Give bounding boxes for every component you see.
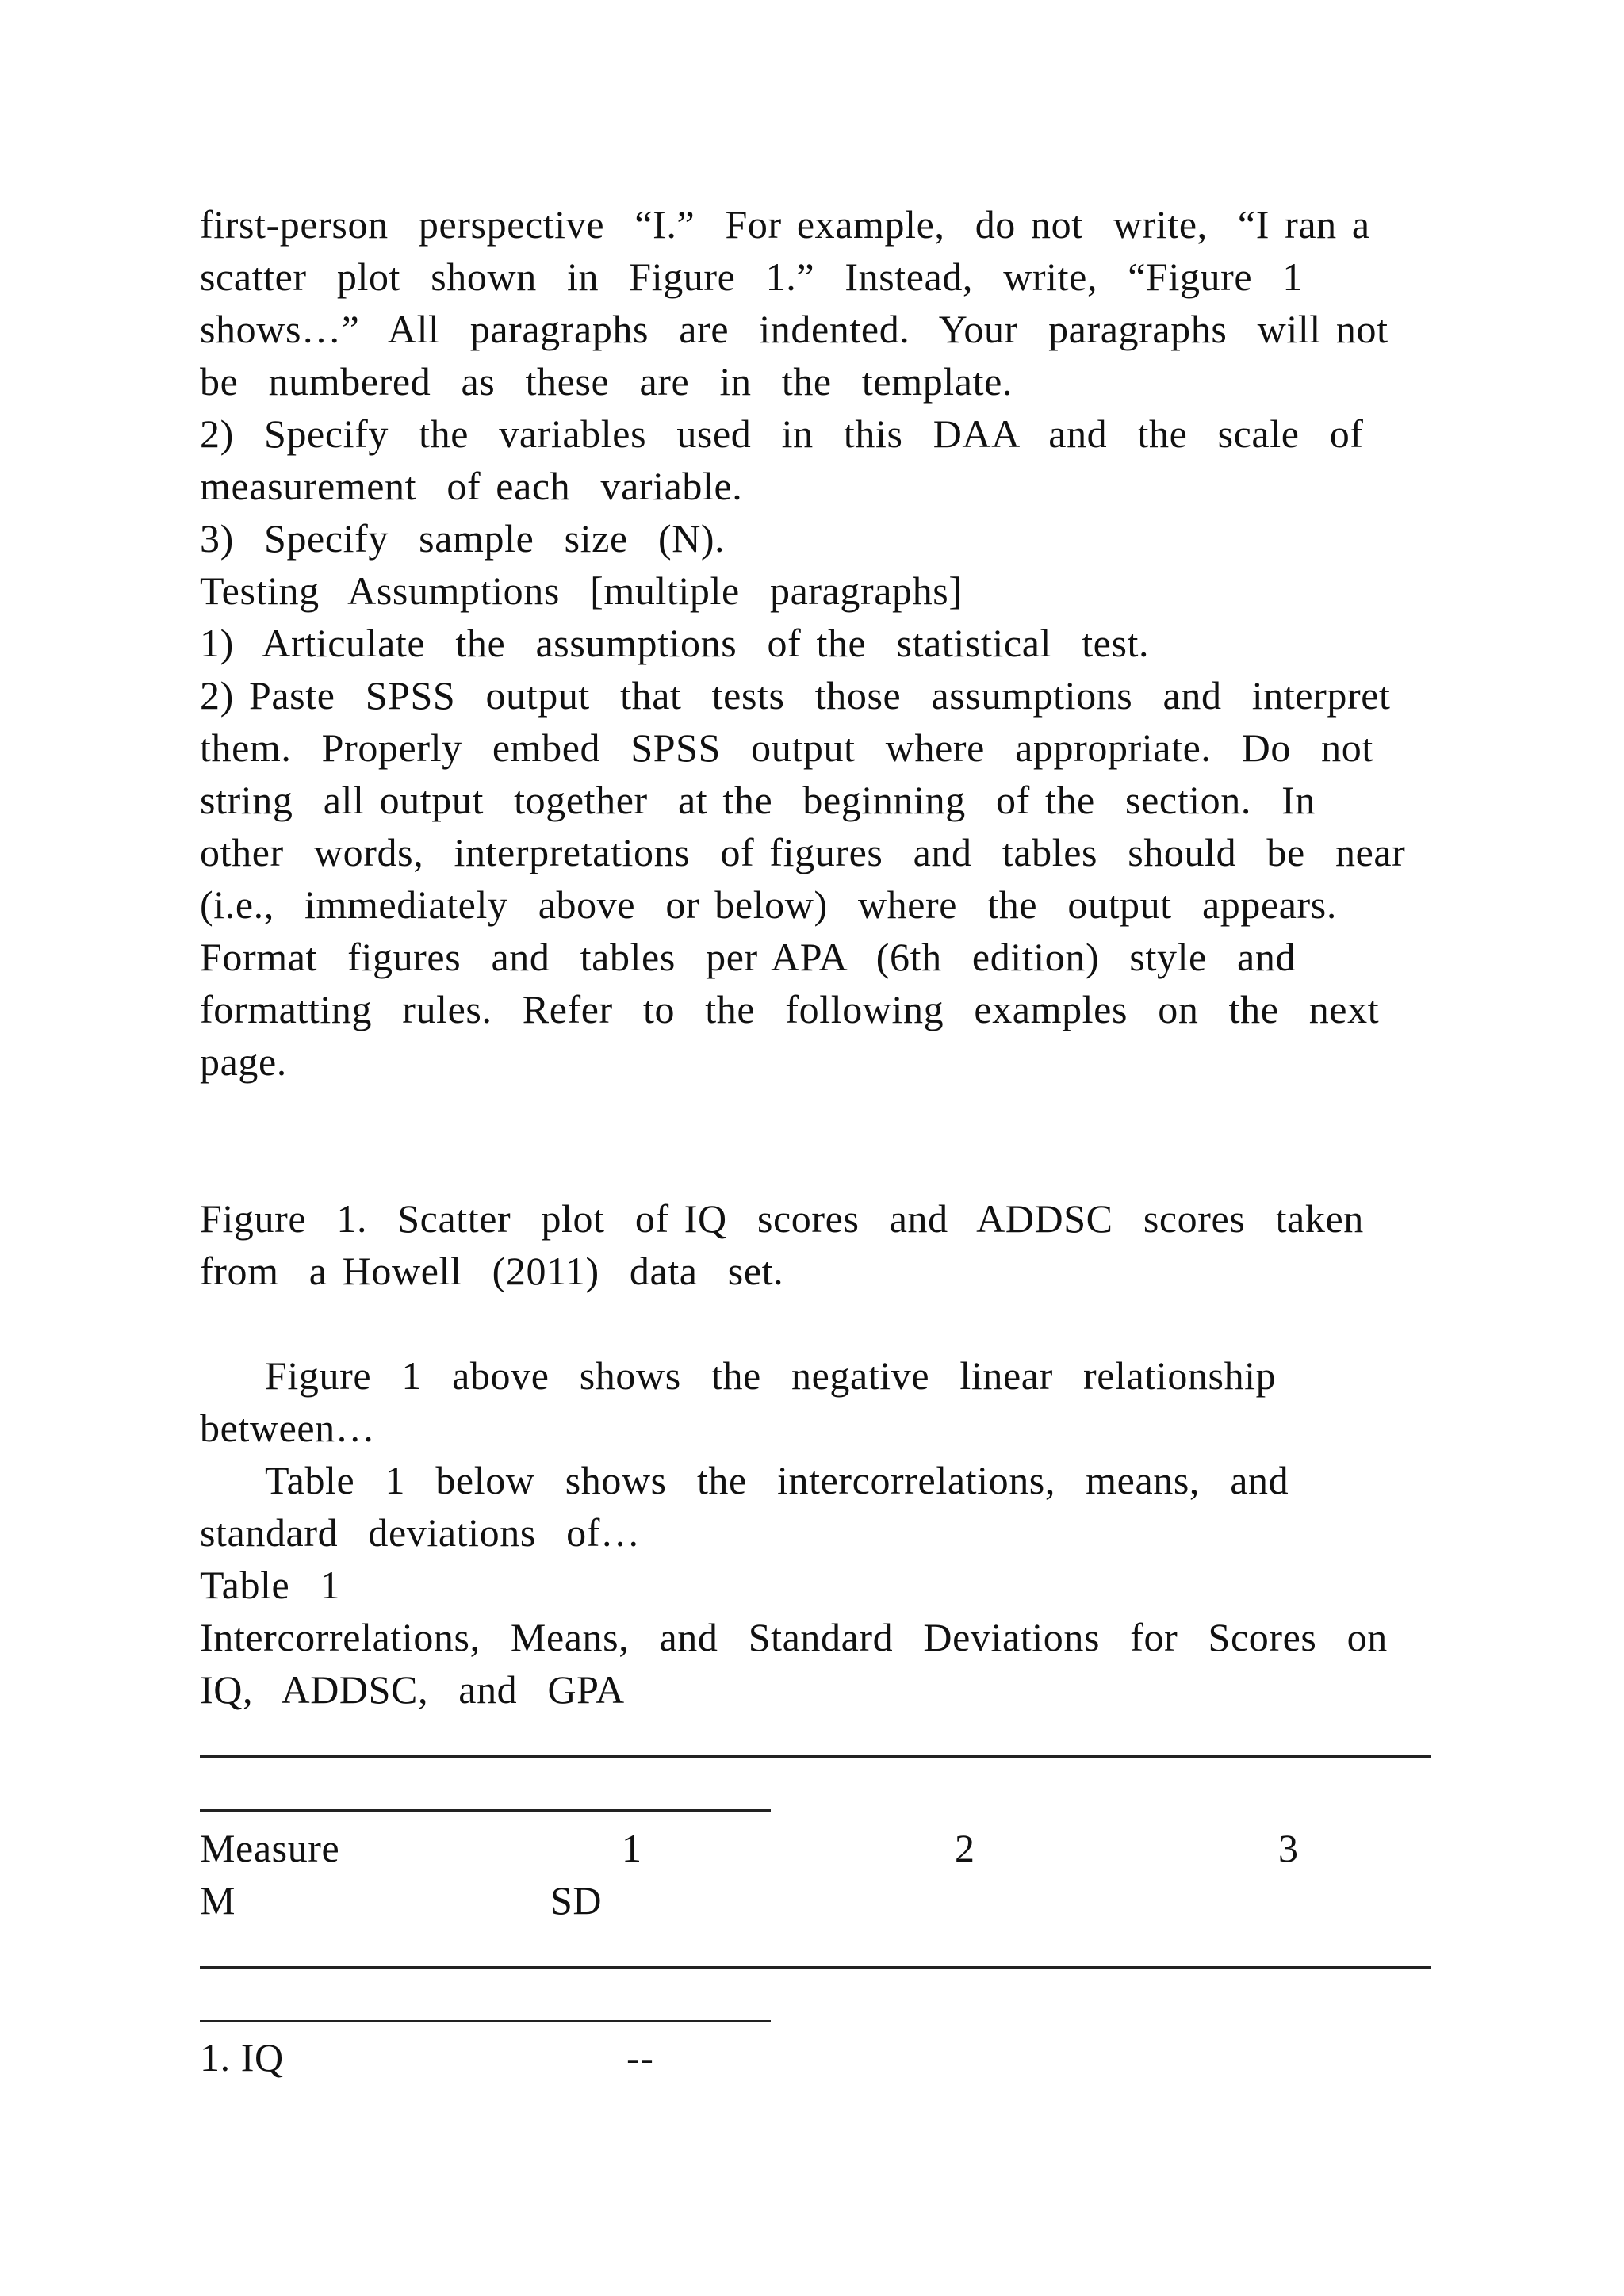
intro-line-2: scatter plot shown in Figure 1.” Instead, write, “Figure 1	[200, 254, 1303, 299]
table-header-measure: Measure	[200, 1826, 340, 1870]
variables-item-line-2: measurement of each variable.	[200, 464, 743, 508]
assumptions-item-2-line-2: them. Properly embed SPSS output where appropriate. Do not	[200, 725, 1373, 770]
table-paragraph-line-2: standard deviations of…	[200, 1510, 641, 1555]
table-header-m: M	[200, 1878, 236, 1923]
table-title-line-1: Intercorrelations, Means, and Standard Deviations for Scores on	[200, 1615, 1388, 1659]
sample-size-item: 3) Specify sample size (N).	[200, 516, 726, 561]
figure-paragraph-line-2: between…	[200, 1406, 376, 1450]
figure-caption-line-1: Figure 1. Scatter plot of IQ scores and ADDSC scores taken	[200, 1196, 1364, 1241]
table-row-measure: 1. IQ	[200, 2035, 284, 2080]
table-row-col1: --	[626, 2035, 654, 2080]
variables-item-line-1: 2) Specify the variables used in this DAA and the scale of	[200, 411, 1364, 456]
table-paragraph-line-1: Table 1 below shows the intercorrelations, means, and	[265, 1458, 1289, 1502]
testing-assumptions-heading: Testing Assumptions [multiple paragraphs]	[200, 568, 963, 613]
table-header-sd: SD	[550, 1878, 603, 1923]
assumptions-item-2-line-5: (i.e., immediately above or below) where the output appears.	[200, 882, 1337, 927]
assumptions-item-1: 1) Articulate the assumptions of the statistical test.	[200, 621, 1150, 665]
table-header-col2: 2	[955, 1826, 975, 1870]
table-header-rule	[200, 1966, 1431, 1969]
assumptions-item-2-line-1: 2) Paste SPSS output that tests those assumptions and interpret	[200, 673, 1391, 718]
figure-caption-line-2: from a Howell (2011) data set.	[200, 1249, 784, 1293]
table-top-rule-continued	[200, 1809, 771, 1812]
table-header-rule-continued	[200, 2020, 771, 2022]
figure-paragraph-line-1: Figure 1 above shows the negative linear relationship	[265, 1353, 1277, 1398]
intro-line-4: be numbered as these are in the template.	[200, 359, 1013, 404]
table-top-rule	[200, 1755, 1431, 1758]
table-header-col3: 3	[1278, 1826, 1299, 1870]
assumptions-item-2-line-8: page.	[200, 1039, 287, 1084]
assumptions-item-2-line-6: Format figures and tables per APA (6th edition) style and	[200, 935, 1297, 979]
assumptions-item-2-line-7: formatting rules. Refer to the following examples on the next	[200, 987, 1380, 1031]
table-number: Table 1	[200, 1563, 341, 1607]
assumptions-item-2-line-4: other words, interpretations of figures and tables should be near	[200, 830, 1406, 874]
assumptions-item-2-line-3: string all output together at the beginning of the section. In	[200, 778, 1316, 822]
table-title-line-2: IQ, ADDSC, and GPA	[200, 1667, 625, 1712]
table-header-col1: 1	[622, 1826, 642, 1870]
intro-line-1: first-person perspective “I.” For example, do not write, “I ran a	[200, 202, 1370, 247]
intro-line-3: shows…” All paragraphs are indented. Your paragraphs will not	[200, 307, 1388, 351]
